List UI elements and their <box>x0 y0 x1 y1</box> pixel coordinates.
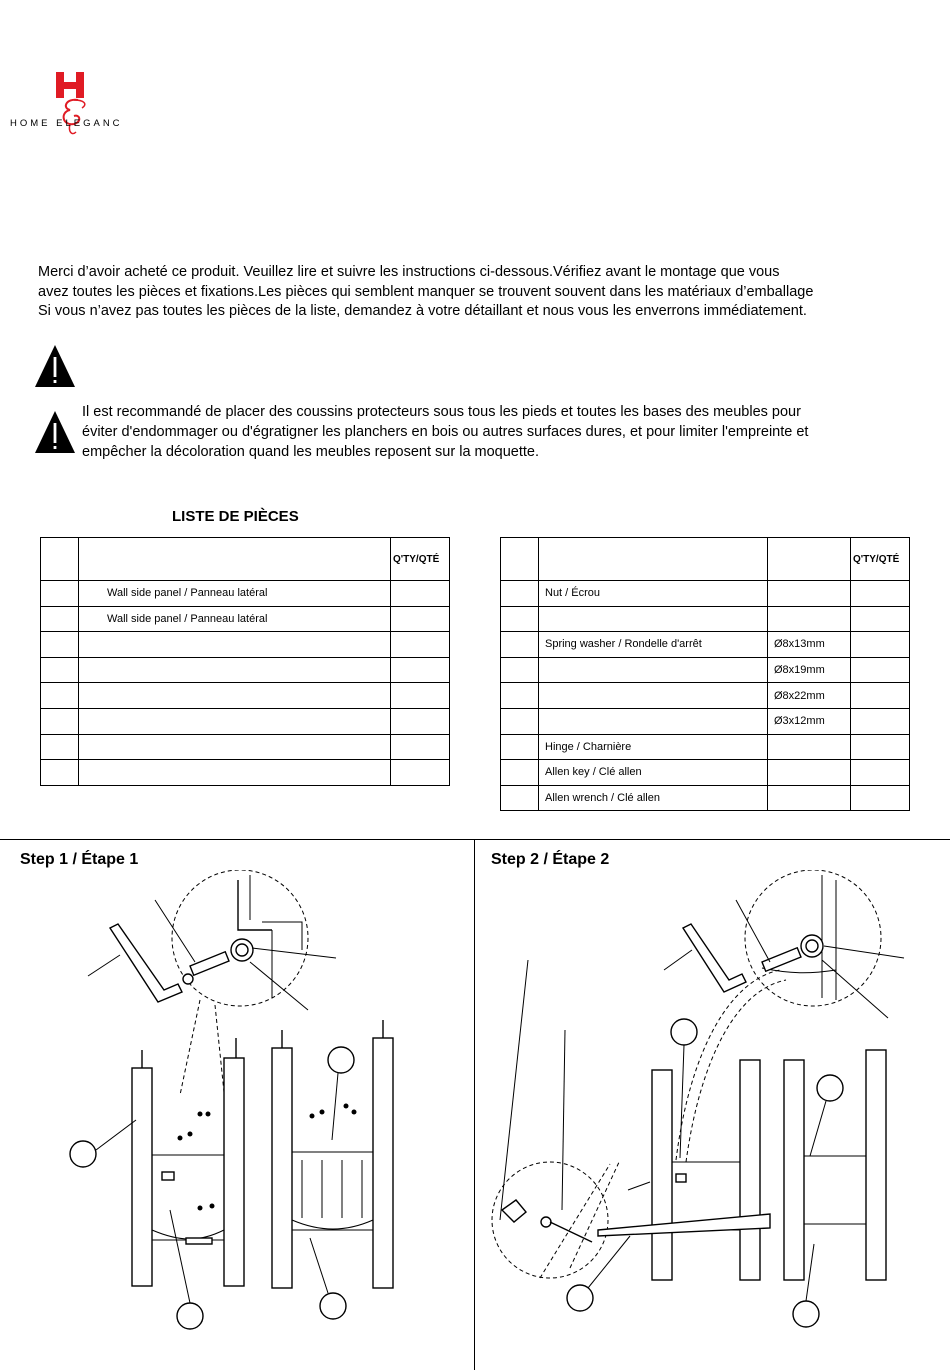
part-size: Ø8x19mm <box>768 657 851 683</box>
callout-circle <box>177 1303 203 1329</box>
bolt-icon <box>190 952 229 976</box>
logo-text: HOME ELEGANC <box>10 118 123 129</box>
callout-circle <box>70 1141 96 1167</box>
part-size <box>768 581 851 607</box>
step-2-illustration <box>480 870 945 1340</box>
part-name: Hinge / Charnière <box>539 734 768 760</box>
table-cell <box>41 538 79 581</box>
table-row <box>501 760 910 786</box>
table-header-row <box>501 538 910 581</box>
warning-line-3: empêcher la décoloration quand les meubles reposent sur la moquette. <box>82 444 540 460</box>
callout-circle <box>328 1047 354 1073</box>
part-name <box>539 708 768 734</box>
part-size <box>768 760 851 786</box>
part-name: Nut / Écrou <box>539 581 768 607</box>
part-name <box>79 632 391 658</box>
table-row <box>41 581 450 607</box>
warning-triangle-icon <box>33 343 77 389</box>
table-row <box>41 606 450 632</box>
part-name <box>539 657 768 683</box>
part-name <box>539 683 768 709</box>
intro-line-2: avez toutes les pièces et fixations.Les pièces qui semblent manquer se trouvent souvent dans les matériaux d’emballage <box>38 284 814 300</box>
table-row <box>41 657 450 683</box>
warning-triangle-icon <box>33 409 77 455</box>
part-name: Wall side panel / Panneau latéral <box>79 606 391 632</box>
parts-table-right <box>500 537 910 811</box>
table-row <box>501 657 910 683</box>
intro-line-1: Merci d’avoir acheté ce produit. Veuillez lire et suivre les instructions ci-dessous.Vérifiez avant le montage que vous <box>38 264 780 280</box>
allen-key-icon <box>683 924 746 992</box>
allen-key-icon <box>110 924 182 1002</box>
part-name <box>79 760 391 786</box>
step-2-title: Step 2 / Étape 2 <box>491 851 610 868</box>
table-row <box>41 632 450 658</box>
part-name: Allen wrench / Clé allen <box>539 785 768 811</box>
part-name <box>79 708 391 734</box>
step-divider <box>474 839 475 1370</box>
parts-list-title: LISTE DE PIÈCES <box>172 508 299 525</box>
detail-magnifier <box>172 870 308 1006</box>
part-name: Spring washer / Rondelle d'arrêt <box>539 632 768 658</box>
table-header-row <box>41 538 450 581</box>
table-row <box>501 581 910 607</box>
part-name: Wall side panel / Panneau latéral <box>79 581 391 607</box>
parts-table-left <box>40 537 450 786</box>
warning-line-1: Il est recommandé de placer des coussins protecteurs sous tous les pieds et toutes les bases des meubles pour <box>82 404 801 420</box>
table-row <box>501 785 910 811</box>
intro-line-3: Si vous n’avez pas toutes les pièces de la liste, demandez à votre détaillant et nous vous les enverrons immédiatement. <box>38 303 807 319</box>
table-row <box>41 760 450 786</box>
bolt-icon <box>762 948 801 972</box>
screwdriver-icon <box>502 1200 526 1222</box>
qty-header: Q'TY/QTÉ <box>851 538 910 581</box>
table-row <box>41 708 450 734</box>
step-1-illustration <box>40 870 460 1340</box>
table-row <box>41 734 450 760</box>
table-row <box>501 683 910 709</box>
table-cell <box>79 538 391 581</box>
callout-circle <box>567 1285 593 1311</box>
callout-circle <box>320 1293 346 1319</box>
warning-line-2: éviter d'endommager ou d'égratigner les planchers en bois ou autres surfaces dures, et pour limiter l'empreinte et <box>82 424 809 440</box>
screw-icon <box>541 1217 551 1227</box>
part-size <box>768 606 851 632</box>
part-name <box>79 683 391 709</box>
part-size <box>768 785 851 811</box>
part-name <box>539 606 768 632</box>
step-1-title: Step 1 / Étape 1 <box>20 851 139 868</box>
part-size: Ø8x22mm <box>768 683 851 709</box>
callout-circle <box>817 1075 843 1101</box>
table-row <box>501 632 910 658</box>
section-divider <box>0 839 950 840</box>
callout-circle <box>793 1301 819 1327</box>
qty-header: Q'TY/QTÉ <box>391 538 450 581</box>
callout-circle <box>671 1019 697 1045</box>
table-row <box>501 708 910 734</box>
table-row <box>41 683 450 709</box>
part-size <box>768 734 851 760</box>
part-size: Ø8x13mm <box>768 632 851 658</box>
part-size: Ø3x12mm <box>768 708 851 734</box>
table-row <box>501 734 910 760</box>
part-name <box>79 734 391 760</box>
part-name: Allen key / Clé allen <box>539 760 768 786</box>
table-row <box>501 606 910 632</box>
homelegance-logo <box>8 70 128 140</box>
part-name <box>79 657 391 683</box>
